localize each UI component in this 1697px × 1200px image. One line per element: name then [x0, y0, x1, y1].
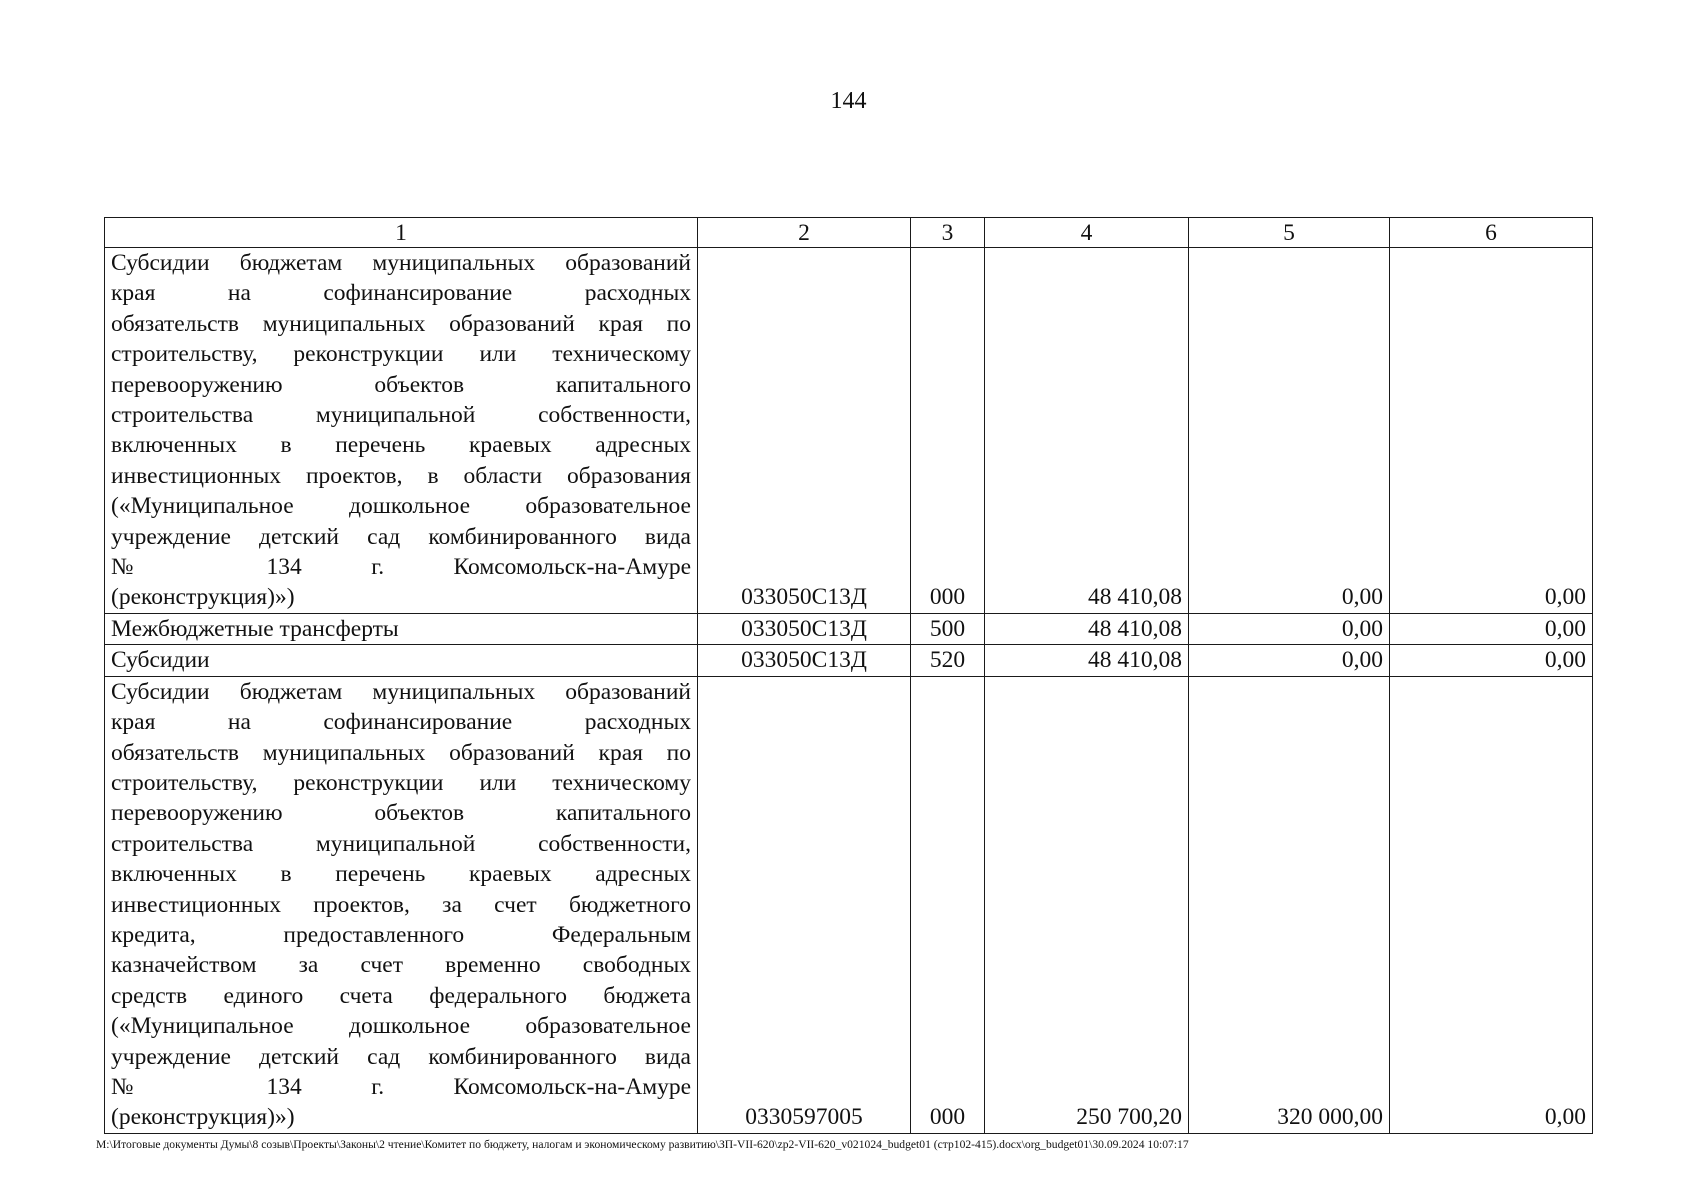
description-line: строительства муниципальной собственности, — [111, 830, 691, 857]
document-file-path: M:\Итоговые документы Думы\8 созыв\Проекты\Законы\2 чтение\Комитет по бюджету, налогам и экономическому развитию\ЗП-VII-620\zp2-VII-620_v021024_budget01 (стр102-415).docx\org_budget01\30.09.2024 10:07:17 — [96, 1138, 1189, 1151]
target-article-code: 0330597005 — [698, 676, 911, 1133]
row-description — [105, 613, 698, 644]
description-line: учреждение детский сад комбинированного вида — [111, 1043, 691, 1070]
description-line: края на софинансирование расходных — [111, 709, 691, 736]
expense-type-code: 520 — [911, 645, 985, 676]
description-line: № 134 г. Комсомольск-на-Амуре — [111, 1073, 691, 1100]
description-line: обязательств муниципальных образований края по — [111, 310, 691, 337]
description-line: инвестиционных проектов, за счет бюджетного — [111, 891, 691, 918]
description-line: строительству, реконструкции или техническому — [111, 341, 691, 368]
column-number-row — [105, 218, 1593, 248]
amount-col-4: 48 410,08 — [985, 248, 1189, 614]
description-line: («Муниципальное дошкольное образовательное — [111, 493, 691, 520]
table-row — [105, 676, 1593, 1133]
amount-col-5: 320 000,00 — [1189, 676, 1390, 1133]
description-line: строительству, реконструкции или техническому — [111, 769, 691, 796]
description-line: перевооружению объектов капитального — [111, 800, 691, 827]
target-article-code: 033050С13Д — [698, 248, 911, 614]
amount-col-6: 0,00 — [1390, 248, 1593, 614]
description-line: Субсидии — [111, 647, 210, 674]
amount-col-6: 0,00 — [1390, 645, 1593, 676]
budget-table — [104, 217, 1593, 1134]
description-line: учреждение детский сад комбинированного вида — [111, 523, 691, 550]
column-number: 4 — [985, 218, 1189, 248]
column-number: 2 — [698, 218, 911, 248]
amount-col-5: 0,00 — [1189, 248, 1390, 614]
column-number: 5 — [1189, 218, 1390, 248]
expense-type-code: 000 — [911, 676, 985, 1133]
description-line: (реконструкция)») — [111, 584, 295, 611]
amount-col-5: 0,00 — [1189, 645, 1390, 676]
column-number: 3 — [911, 218, 985, 248]
column-number: 6 — [1390, 218, 1593, 248]
description-line: средств единого счета федерального бюджета — [111, 982, 691, 1009]
row-description — [105, 676, 698, 1133]
description-line: (реконструкция)») — [111, 1104, 295, 1131]
description-line: («Муниципальное дошкольное образовательное — [111, 1013, 691, 1040]
amount-col-4: 48 410,08 — [985, 613, 1189, 644]
amount-col-6: 0,00 — [1390, 613, 1593, 644]
amount-col-6: 0,00 — [1390, 676, 1593, 1133]
description-line: обязательств муниципальных образований края по — [111, 739, 691, 766]
expense-type-code: 000 — [911, 248, 985, 614]
description-line: перевооружению объектов капитального — [111, 371, 691, 398]
description-line: инвестиционных проектов, в области образования — [111, 462, 691, 489]
table-row — [105, 613, 1593, 644]
description-line: казначейством за счет временно свободных — [111, 952, 691, 979]
description-line: строительства муниципальной собственности, — [111, 402, 691, 429]
table-row — [105, 645, 1593, 676]
description-line: Межбюджетные трансферты — [111, 615, 399, 642]
description-line: края на софинансирование расходных — [111, 280, 691, 307]
description-line: включенных в перечень краевых адресных — [111, 432, 691, 459]
column-number: 1 — [105, 218, 698, 248]
description-line: № 134 г. Комсомольск-на-Амуре — [111, 554, 691, 581]
amount-col-5: 0,00 — [1189, 613, 1390, 644]
target-article-code: 033050С13Д — [698, 613, 911, 644]
row-description — [105, 248, 698, 614]
description-line: Субсидии бюджетам муниципальных образований — [111, 678, 691, 705]
target-article-code: 033050С13Д — [698, 645, 911, 676]
expense-type-code: 500 — [911, 613, 985, 644]
row-description — [105, 645, 698, 676]
page-number: 144 — [830, 88, 867, 114]
amount-col-4: 250 700,20 — [985, 676, 1189, 1133]
amount-col-4: 48 410,08 — [985, 645, 1189, 676]
table-row — [105, 248, 1593, 614]
description-line: кредита, предоставленного Федеральным — [111, 921, 691, 948]
description-line: включенных в перечень краевых адресных — [111, 861, 691, 888]
description-line: Субсидии бюджетам муниципальных образований — [111, 250, 691, 276]
